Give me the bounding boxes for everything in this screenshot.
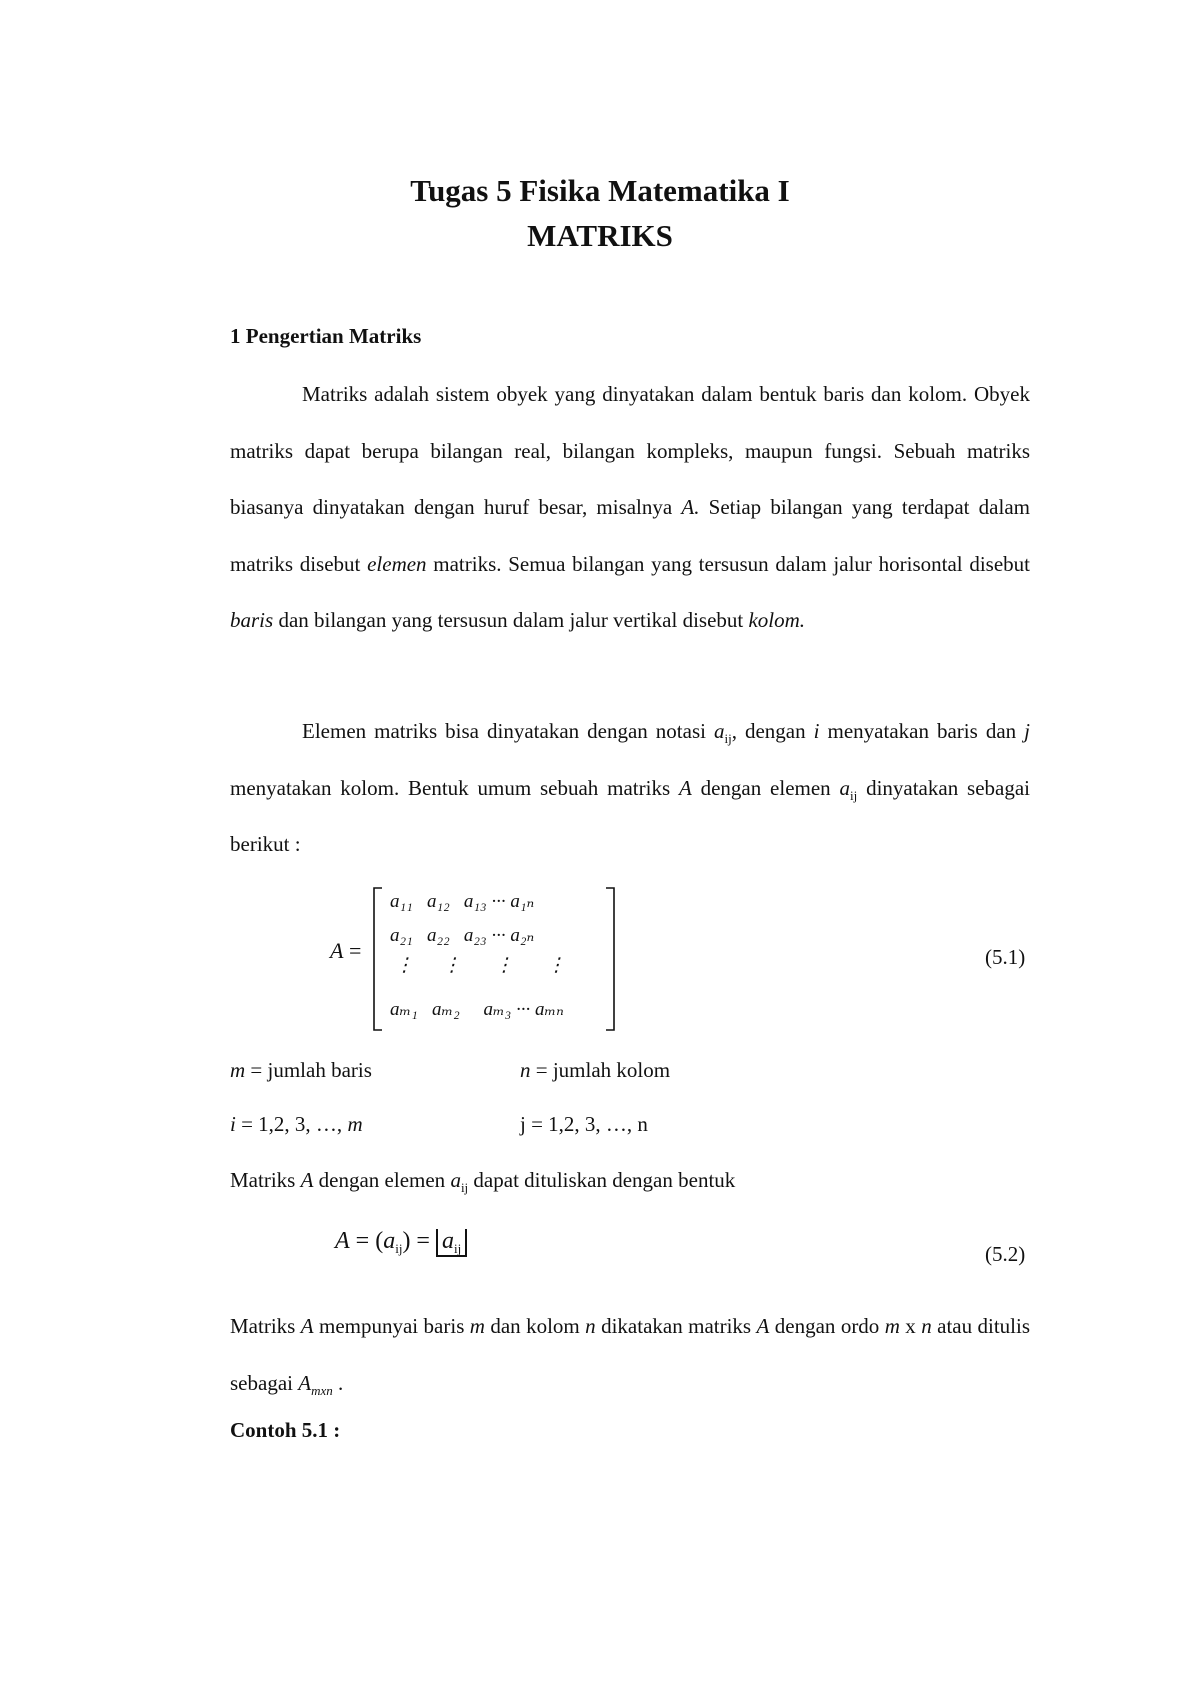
symbol-i: i — [230, 1112, 236, 1136]
symbol-A: A — [335, 1228, 350, 1254]
symbol-n: n — [520, 1058, 531, 1082]
text-run: dan kolom — [484, 1314, 586, 1338]
symbol-a: a — [450, 1168, 461, 1192]
example-heading: Contoh 5.1 : — [230, 1418, 341, 1442]
text-run: dapat dituliskan dengan bentuk — [468, 1168, 736, 1192]
paragraph-definition — [230, 366, 1030, 649]
text-run: menyatakan kolom. Bentuk umum sebuah matriks — [230, 775, 679, 800]
subscript-ij: ij — [460, 1180, 469, 1195]
symbol-A: A — [300, 1314, 314, 1338]
symbol-j: j — [1024, 719, 1030, 743]
text-run: , dengan — [731, 719, 814, 743]
symbol-a: a — [839, 775, 851, 800]
term-kolom: kolom. — [748, 608, 806, 632]
text-run: x — [899, 1314, 922, 1338]
bracket-notation — [436, 1229, 467, 1257]
text-run: dinyatakan sebagai berikut : — [230, 775, 1030, 856]
text-run: = ( — [349, 1228, 384, 1254]
symbol-m: m — [884, 1314, 900, 1338]
matrix-notation-equation — [335, 1228, 467, 1257]
text-run: menyatakan baris dan — [819, 719, 1025, 743]
text-run: dikatakan matriks — [595, 1314, 757, 1338]
text-run: = jumlah kolom — [530, 1058, 671, 1082]
right-bracket — [606, 888, 614, 1030]
matrix-row-2: a₂₁ a₂₂ a₂₃ ··· a₂ₙ — [390, 925, 535, 946]
subscript-mxn: mxn — [311, 1382, 333, 1398]
text-run: dengan elemen — [313, 1168, 451, 1192]
matrix-row-4: aₘ₁ aₘ₂ aₘ₃ ··· aₘₙ — [390, 999, 564, 1020]
definition-row — [230, 1112, 648, 1137]
text-run: dengan elemen — [691, 775, 840, 800]
text-run: = jumlah baris — [245, 1058, 372, 1082]
definition-row — [230, 1058, 671, 1083]
subscript-ij: ij — [724, 731, 732, 746]
document-title: Tugas 5 Fisika Matematika I — [410, 173, 790, 208]
text-run: j = 1,2, 3, …, n — [520, 1112, 648, 1136]
paragraph-notation — [230, 703, 1030, 873]
matrix-lhs — [330, 938, 361, 964]
text-run: = 1,2, 3, …, — [235, 1112, 348, 1136]
text-run: Elemen matriks bisa dinyatakan dengan notasi — [302, 719, 714, 743]
subscript-ij: ij — [453, 1241, 462, 1256]
symbol-A: A — [300, 1168, 314, 1192]
equation-number: (5.1) — [985, 945, 1026, 969]
text-run: Matriks — [230, 1314, 301, 1338]
symbol-m: m — [469, 1314, 485, 1338]
text-run: dengan ordo — [769, 1314, 885, 1338]
symbol-n: n — [585, 1314, 596, 1338]
section-heading: 1 Pengertian Matriks — [230, 324, 422, 348]
symbol-A: A — [678, 775, 692, 800]
text-run: . — [332, 1370, 344, 1395]
text-paragraph — [230, 1298, 1030, 1411]
symbol-m: m — [230, 1058, 246, 1082]
term-elemen: elemen — [367, 551, 427, 576]
symbol-m: m — [347, 1112, 363, 1136]
symbol-A: A — [298, 1370, 312, 1395]
symbol-a: a — [383, 1228, 396, 1254]
symbol-A: A — [756, 1314, 770, 1338]
symbol-i: i — [813, 719, 820, 743]
text-run: Setiap bilangan yang terdapat dalam matriks disebut — [230, 495, 1030, 576]
symbol-A: A — [330, 938, 344, 963]
text-run: atau ditulis sebagai — [230, 1314, 1031, 1395]
text-line — [230, 1168, 735, 1193]
text-run: Matriks — [230, 1168, 301, 1192]
subscript-ij: ij — [850, 787, 858, 803]
text-run: ) = — [402, 1228, 436, 1254]
symbol-a: a — [441, 1228, 454, 1254]
symbol-n: n — [921, 1314, 932, 1338]
text-run: mempunyai baris — [313, 1314, 470, 1338]
equation-number: (5.2) — [985, 1242, 1026, 1266]
matrix-equation — [330, 876, 1050, 1036]
text-run: Matriks adalah sistem obyek yang dinyatakan dalam bentuk baris dan kolom. Obyek matriks dapat berupa bilangan real, bilangan kompleks, maupun fungsi. Sebuah matriks biasanya dinyatakan dengan huruf besar, misalnya — [230, 382, 1030, 519]
text-run: matriks. Semua bilangan yang tersusun dalam jalur horisontal disebut — [426, 551, 1030, 576]
equals-sign: = — [343, 938, 362, 963]
left-bracket — [374, 888, 382, 1030]
matrix-row-1: a₁₁ a₁₂ a₁₃ ··· a₁ₙ — [390, 891, 535, 912]
document-subtitle: MATRIKS — [527, 218, 673, 253]
symbol-A: A. — [681, 495, 700, 519]
symbol-a: a — [713, 719, 725, 743]
matrix-row-3: ⋮ ⋮ ⋮ ⋮ — [390, 955, 566, 976]
text-run: dan bilangan yang tersusun dalam jalur vertikal disebut — [273, 608, 749, 632]
subscript-ij: ij — [395, 1241, 403, 1256]
term-baris: baris — [230, 608, 274, 632]
